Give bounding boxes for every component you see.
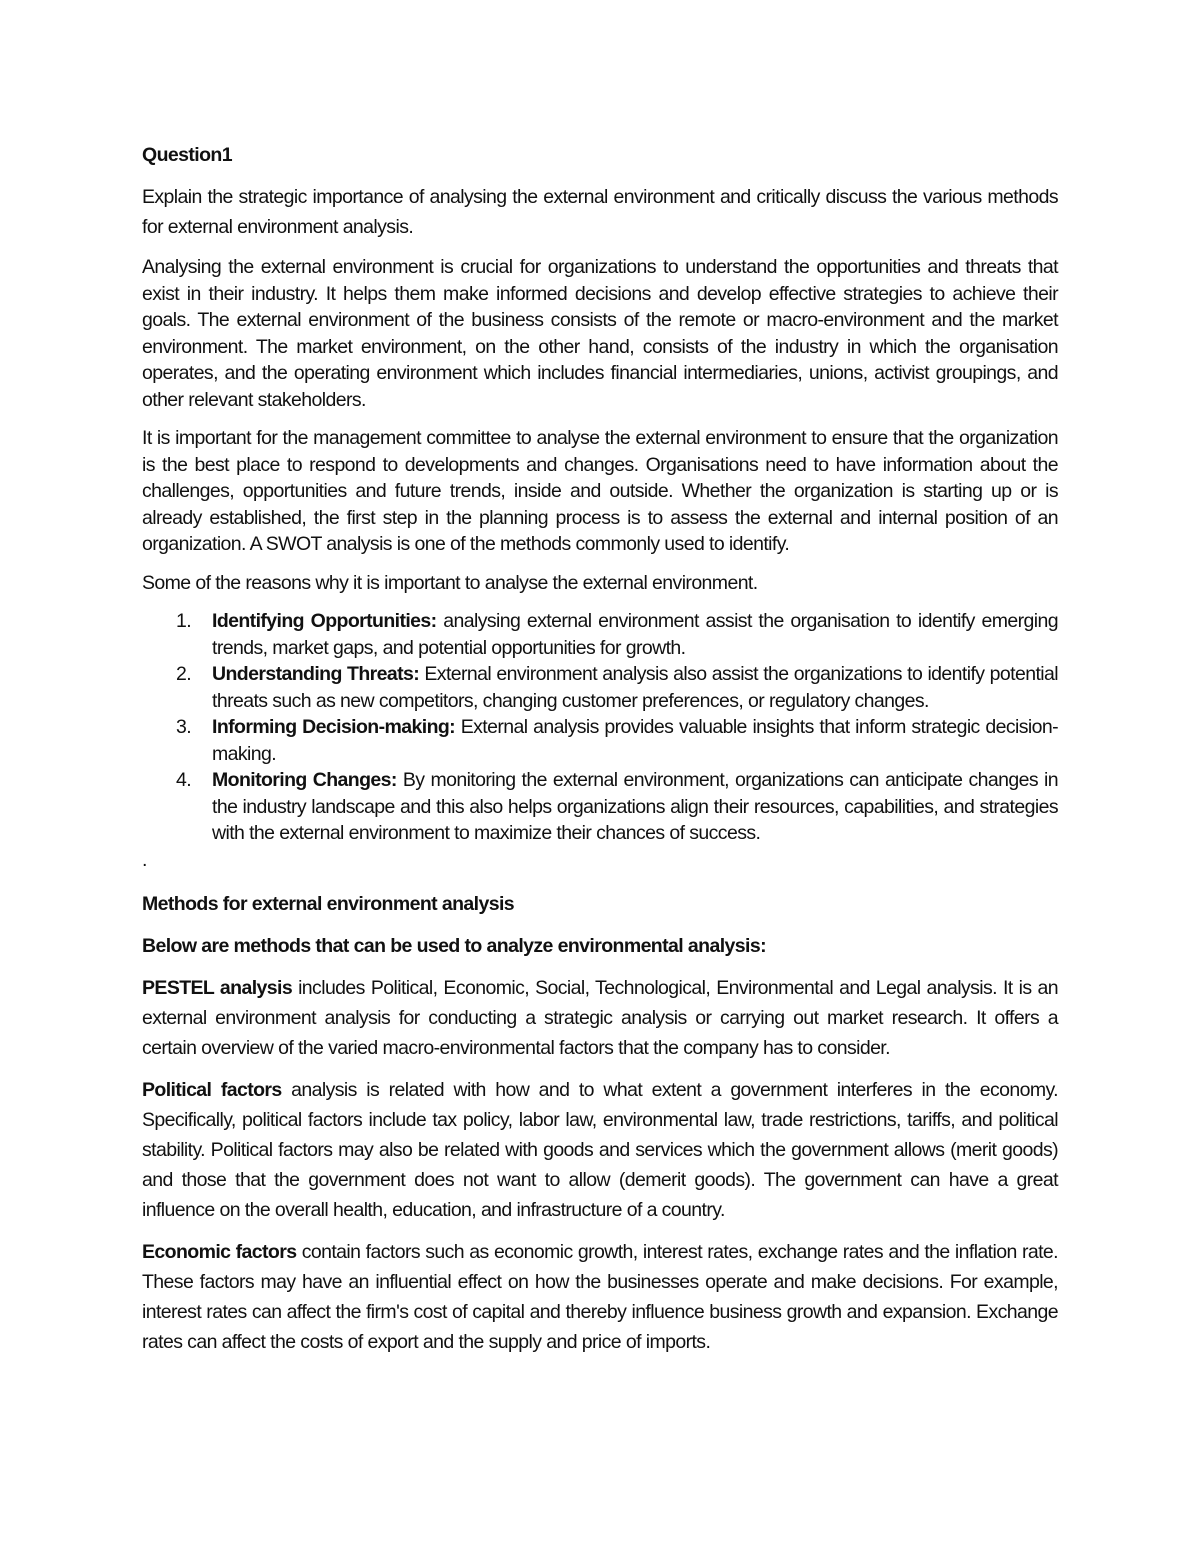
paragraph-management-committee: It is important for the management committee to analyse the external environment to ensure that the organization is the best place to respond to developments and changes. Organisations need to have information about the challenges, opportunities and future trends, inside and outside. Whether the organization is starting up or is already established, the first step in the planning process is to assess the external and internal position of an organization. A SWOT analysis is one of the methods commonly used to identify. [142,427,1058,555]
list-item [142,608,1058,661]
list-item-label: Identifying Opportunities: [212,610,437,632]
list-item-label: Understanding Threats: [212,663,420,685]
methods-heading: Methods for external environment analysis [142,893,515,915]
list-number: 3. [176,716,192,738]
methods-subheading: Below are methods that can be used to analyze environmental analysis: [142,935,766,957]
paragraph-pestel [142,973,1058,1063]
pestel-label: PESTEL analysis [142,977,293,999]
list-item-label: Monitoring Changes: [212,769,397,791]
list-number: 1. [176,610,192,632]
pestel-text: includes Political, Economic, Social, Technological, Environmental and Legal analysis. It is an external environment analysis for conducting a strategic analysis or carrying out market research. It offers a certain overview of the varied macro-environmental factors that the company has to consider. [142,977,1058,1059]
economic-label: Economic factors [142,1241,297,1263]
document-page [142,140,1058,1369]
list-item-label: Informing Decision-making: [212,716,456,738]
paragraph-external-environment: Analysing the external environment is crucial for organizations to understand the opportunities and threats that exist in their industry. It helps them make informed decisions and develop effective strategies to achieve their goals. The external environment of the business consists of the remote or macro-environment and the market environment. The market environment, on the other hand, consists of the industry in which the organisation operates, and the operating environment which includes financial intermediaries, unions, activist groupings, and other relevant stakeholders. [142,256,1058,411]
list-item [142,714,1058,767]
paragraph-economic [142,1237,1058,1357]
list-item [142,661,1058,714]
reasons-list [142,608,1058,847]
list-item-text: External analysis provides valuable insights that inform strategic decision-making. [212,716,1058,765]
list-item-text: By monitoring the external environment, organizations can anticipate changes in the industry landscape and this also helps organizations align their resources, capabilities, and strategies with the external environment to maximize their chances of success. [212,769,1058,844]
question-text: Explain the strategic importance of analysing the external environment and critically discuss the various methods for external environment analysis. [142,186,1058,238]
list-item [142,767,1058,847]
political-label: Political factors [142,1079,282,1101]
stray-dot: . [142,848,147,871]
list-number: 2. [176,663,192,685]
political-text: analysis is related with how and to what extent a government interferes in the economy. Specifically, political factors include tax policy, labor law, environmental law, trade restrictions, tariffs, and political stability. Political factors may also be related with goods and services which the government allows (merit goods) and those that the government does not want to allow (demerit goods). The government can have a great influence on the overall health, education, and infrastructure of a country. [142,1079,1059,1221]
question-title: Question1 [142,144,232,166]
list-item-text: External environment analysis also assist the organizations to identify potential threats such as new competitors, changing customer preferences, or regulatory changes. [212,663,1058,712]
list-number: 4. [176,769,192,791]
reasons-intro: Some of the reasons why it is important to analyse the external environment. [142,571,758,594]
economic-text: contain factors such as economic growth, interest rates, exchange rates and the inflation rate. These factors may have an influential effect on how the businesses operate and make decisions. For example, interest rates can affect the firm's cost of capital and thereby influence business growth and expansion. Exchange rates can affect the costs of export and the supply and price of imports. [142,1241,1058,1353]
list-item-text: analysing external environment assist the organisation to identify emerging trends, market gaps, and potential opportunities for growth. [212,610,1058,659]
paragraph-political [142,1075,1058,1225]
